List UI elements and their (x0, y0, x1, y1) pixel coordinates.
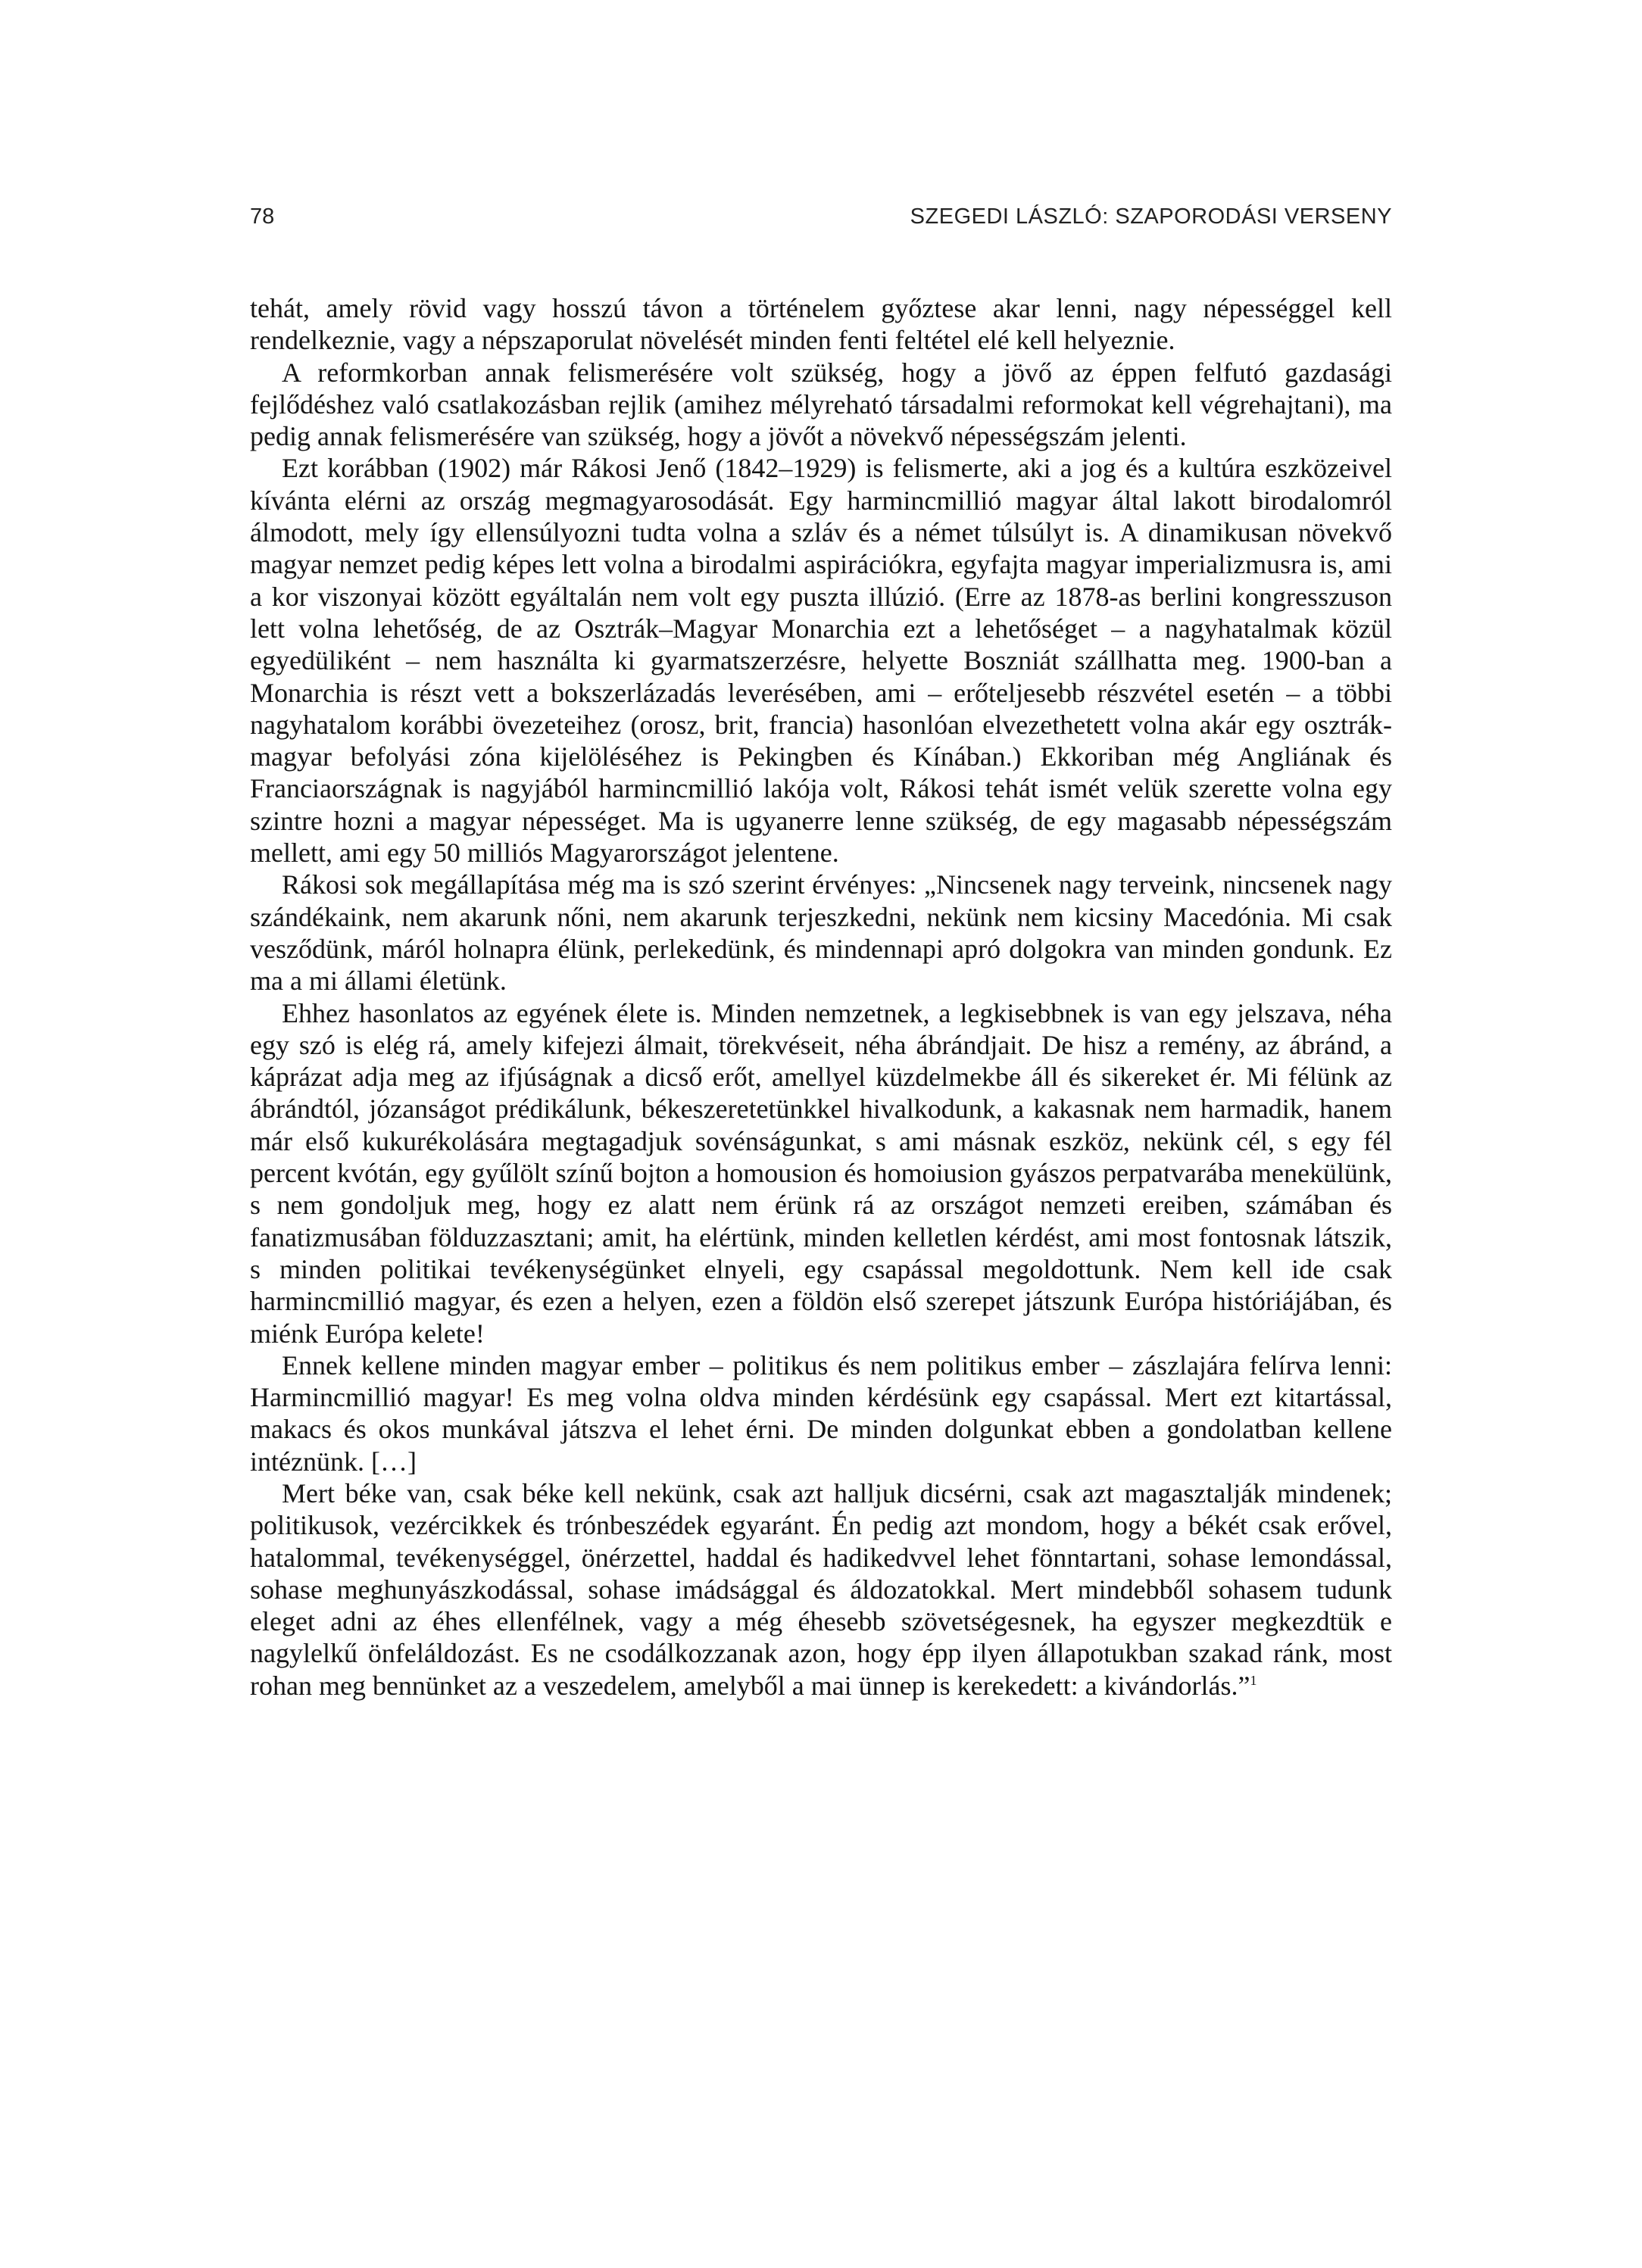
page-number: 78 (250, 204, 275, 229)
document-page (250, 204, 1392, 1702)
footnote-reference[interactable]: 1 (1250, 1672, 1257, 1688)
running-title: SZEGEDI LÁSZLÓ: SZAPORODÁSI VERSENY (910, 204, 1392, 229)
paragraph: tehát, amely rövid vagy hosszú távon a történelem győztese akar lenni, nagy népességgel kell rendelkeznie, vagy a népszaporulat növelését minden fenti feltétel elé kell helyeznie. (250, 293, 1392, 356)
page-header (250, 204, 1392, 235)
paragraph: Rákosi sok megállapítása még ma is szó szerint érvényes: „Nincsenek nagy terveink, nincsenek nagy szándékaink, nem akarunk nőni, nem akarunk terjeszkedni, nekünk nem kicsiny Macedónia. Mi csak vesződünk, máról holnapra élünk, perlekedünk, és mindennapi apró dolgokra van minden gondunk. Ez ma a mi állami életünk. (250, 869, 1392, 997)
paragraph (250, 1477, 1392, 1702)
paragraph: Ehhez hasonlatos az egyének élete is. Minden nemzetnek, a legkisebbnek is van egy jelszava, néha egy szó is elég rá, amely kifejezi álmait, törekvéseit, néha ábrándjait. De hisz a remény, az ábránd, a káprázat adja meg az ifjúságnak a dicső erőt, amellyel küzdelmekbe áll és sikereket ér. Mi félünk az ábrándtól, józanságot prédikálunk, békeszeretetünkkel hivalkodunk, a kakasnak nem harmadik, hanem már első kukurékolására megtagadjuk sovénságunkat, s ami másnak eszköz, nekünk cél, s egy fél percent kvótán, egy gyűlölt színű bojton a homousion és homoiusion gyászos perpatvarába menekülünk, s nem gondoljuk meg, hogy ez alatt nem érünk rá az országot nemzeti ereiben, számában és fanatizmusában földuzzasztani; amit, ha elértünk, minden kelletlen kérdést, ami most fontosnak látszik, s minden politikai tevékenységünket elnyeli, egy csapással megoldottunk. Nem kell ide csak harmincmillió magyar, és ezen a helyen, ezen a földön első szerepet játszunk Európa históriájában, és miénk Európa kelete! (250, 997, 1392, 1349)
paragraph: Ezt korábban (1902) már Rákosi Jenő (1842–1929) is felismerte, aki a jog és a kultúra eszközeivel kívánta elérni az ország megmagyarosodását. Egy harmincmillió magyar által lakott birodalomról álmodott, mely így ellensúlyozni tudta volna a szláv és a német túlsúlyt is. A dinamikusan növekvő magyar nemzet pedig képes lett volna a birodalmi aspirációkra, egyfajta magyar imperializmusra is, ami a kor viszonyai között egyáltalán nem volt egy puszta illúzió. (Erre az 1878-as berlini kongresszuson lett volna lehetőség, de az Osztrák–Magyar Monarchia ezt a lehetőséget – a nagyhatalmak közül egyedüliként – nem használta ki gyarmatszerzésre, helyette Boszniát szállhatta meg. 1900-ban a Monarchia is részt vett a bokszerlázadás leverésében, ami – erőteljesebb részvétel esetén – a többi nagyhatalom korábbi övezeteihez (orosz, brit, francia) hasonlóan elvezethetett volna akár egy osztrák-magyar befolyási zóna kijelöléséhez is Pekingben és Kínában.) Ekkoriban még Angliának és Franciaországnak is nagyjából harmincmillió lakója volt, Rákosi tehát ismét velük szerette volna egy szintre hozni a magyar népességet. Ma is ugyanerre lenne szükség, de egy magasabb népességszám mellett, ami egy 50 milliós Magyarországot jelentene. (250, 453, 1392, 869)
paragraph-text: Mert béke van, csak béke kell nekünk, csak azt halljuk dicsérni, csak azt magasztalják mindenek; politikusok, vezércikkek és trónbeszédek egyaránt. Én pedig azt mondom, hogy a békét csak erővel, hatalommal, tevékenységgel, önérzettel, haddal és hadikedvvel lehet fönntartani, sohase lemondással, sohase meghunyászkodással, sohase imádsággal és áldozatokkal. Mert mindebből sohasem tudunk eleget adni az éhes ellenfélnek, vagy a még éhesebb szövetségesnek, ha egyszer megkezdtük e nagylelkű önfeláldozást. Es ne csodálkozzanak azon, hogy épp ilyen állapotukban szakad ránk, most rohan meg bennünket az a veszedelem, amelyből a mai ünnep is kerekedett: a kivándorlás.” (250, 1477, 1392, 1701)
body-text (250, 292, 1392, 1702)
paragraph: A reformkorban annak felismerésére volt szükség, hogy a jövő az éppen felfutó gazdasági fejlődéshez való csatlakozásban rejlik (amihez mélyreható társadalmi reformokat kell végrehajtani), ma pedig annak felismerésére van szükség, hogy a jövőt a növekvő népességszám jelenti. (250, 357, 1392, 452)
paragraph: Ennek kellene minden magyar ember – politikus és nem politikus ember – zászlajára felírva lenni: Harmincmillió magyar! Es meg volna oldva minden kérdésünk egy csapással. Mert ezt kitartással, makacs és okos munkával játszva el lehet érni. De minden dolgunkat ebben a gondolatban kellene intéznünk. […] (250, 1349, 1392, 1477)
